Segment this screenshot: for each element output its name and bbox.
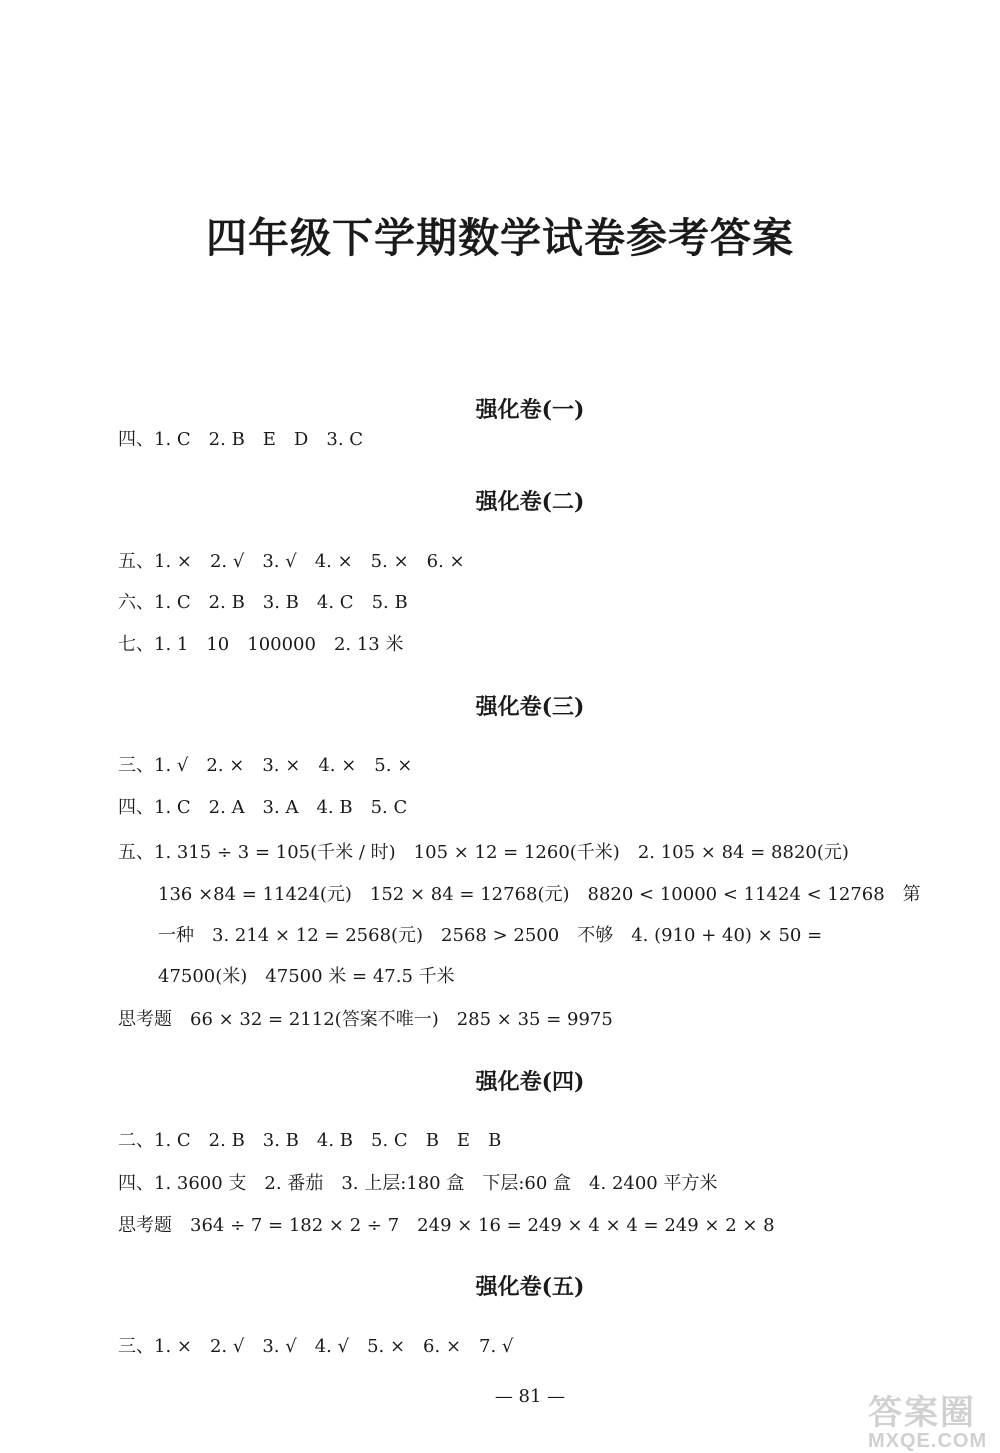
answer-line: 五、1. 315 ÷ 3 = 105(千米 / 时) 105 × 12 = 1260(千米) 2. 105 × 84 = 8820(元) [118,842,849,863]
answer-line: 思考题 66 × 32 = 2112(答案不唯一) 285 × 35 = 9975 [118,1009,613,1030]
answer-line: 二、1. C 2. B 3. B 4. B 5. C B E B [118,1130,502,1151]
answer-line: 七、1. 1 10 100000 2. 13 米 [118,634,404,655]
watermark-logo [868,1385,993,1452]
section-heading-1: 强化卷(一) [475,397,585,423]
section-heading-2: 强化卷(二) [475,489,585,515]
answer-line: 六、1. C 2. B 3. B 4. C 5. B [118,592,408,613]
answer-line: 三、1. √ 2. × 3. × 4. × 5. × [118,755,413,776]
answer-line: 三、1. × 2. √ 3. √ 4. √ 5. × 6. × 7. √ [118,1336,514,1357]
section-heading-5: 强化卷(五) [475,1274,585,1300]
answer-line: 47500(米) 47500 米 = 47.5 千米 [158,966,455,987]
watermark-bottom: MXQE.COM [868,1430,988,1452]
page-title: 四年级下学期数学试卷参考答案 [206,214,794,262]
answer-line: 四、1. C 2. B E D 3. C [118,429,364,450]
answer-line: 四、1. 3600 支 2. 番茄 3. 上层:180 盒 下层:60 盒 4. 2400 平方米 [118,1173,718,1194]
answer-line: 四、1. C 2. A 3. A 4. B 5. C [118,797,408,818]
section-heading-3: 强化卷(三) [475,694,585,720]
answer-line: 136 ×84 = 11424(元) 152 × 84 = 12768(元) 8820 < 10000 < 11424 < 12768 第 [158,884,921,905]
answer-line: 一种 3. 214 × 12 = 2568(元) 2568 > 2500 不够 4. (910 + 40) × 50 = [158,925,823,946]
page-number: — 81 — [494,1386,566,1407]
answer-line: 五、1. × 2. √ 3. √ 4. × 5. × 6. × [118,551,465,572]
section-heading-4: 强化卷(四) [475,1069,585,1095]
watermark-top: 答案圈 [868,1393,976,1433]
answer-line: 思考题 364 ÷ 7 = 182 × 2 ÷ 7 249 × 16 = 249 × 4 × 4 = 249 × 2 × 8 [118,1215,775,1236]
